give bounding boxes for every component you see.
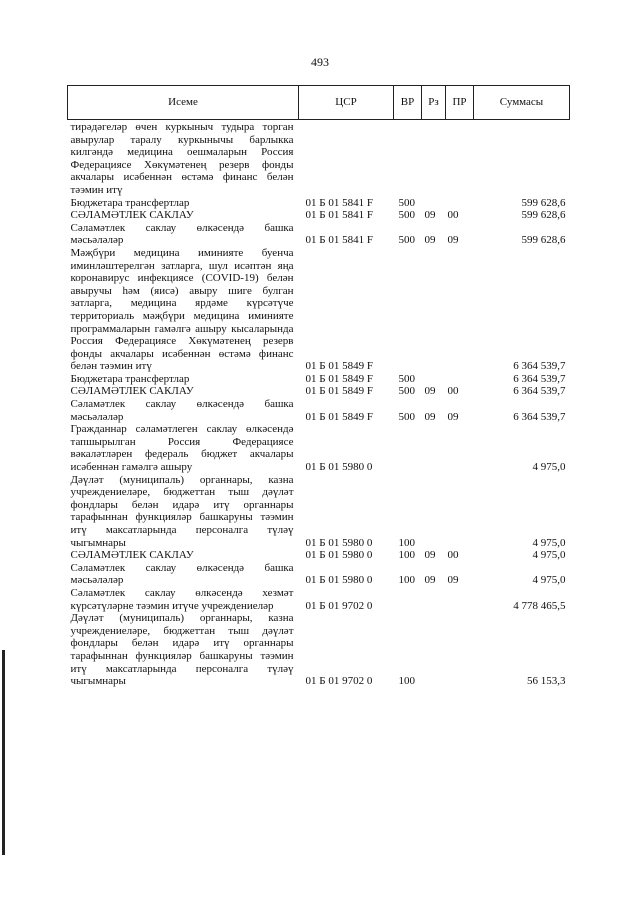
cell-sum: 6 364 539,7 <box>513 410 566 423</box>
cell-sum: 56 153,3 <box>527 675 566 688</box>
table-row <box>68 398 570 423</box>
cell-csr: 01 Б 01 5849 F <box>305 372 373 385</box>
cell-name: Бюджетара трансфертлар <box>70 196 190 209</box>
cell-rz: 09 <box>424 410 436 423</box>
cell-vr: 500 <box>398 385 415 398</box>
table-header <box>68 86 570 120</box>
cell-pr: 09 <box>447 574 459 587</box>
header-name: Исеме <box>68 86 299 120</box>
cell-sum: 4 778 465,5 <box>513 599 566 612</box>
cell-vr: 500 <box>398 372 415 385</box>
cell-sum: 6 364 539,7 <box>513 360 566 373</box>
cell-vr <box>394 423 422 473</box>
scan-edge-mark <box>2 650 5 855</box>
cell-name: Дәүләт (муниципаль) органнары, казна учреждениеләре, бюджеттан тыш дәүләт фондлары белән идарә итү органнары тарафыннан функцияләр башкаруны тәэмин итү максатларында персоналга түләү чыгымнары <box>70 473 294 549</box>
cell-csr: 01 Б 01 5980 0 <box>305 536 373 549</box>
cell-pr <box>446 423 474 473</box>
cell-rz: 09 <box>424 209 436 222</box>
cell-rz <box>422 612 446 688</box>
table-row <box>68 474 570 550</box>
cell-vr <box>394 587 422 612</box>
cell-name: СӘЛАМӘТЛЕК САКЛАУ <box>70 209 194 222</box>
cell-csr: 01 Б 01 5980 0 <box>305 461 373 474</box>
cell-rz <box>422 197 446 210</box>
cell-name: Мәҗбүри медицина иминияте буенча иминләштерелгән затларга, шул исәптән яңа коронавирус инфекциясе (COVID-19) белән авыручы һәм (яисә) авыру шиге булган затларга, медицина ярдәме күрсәтүче территориаль мәҗбүри медицина иминияте программаларын гамәлгә ашыру кысаларында Россия Федерациясе Хөкүмәтенең резерв фонды акчалары исәбеннән өстәмә финанс белән тәэмин итү <box>70 246 294 373</box>
cell-sum: 599 628,6 <box>521 196 566 209</box>
cell-rz: 09 <box>424 574 436 587</box>
header-rz: Рз <box>422 86 446 120</box>
table-row <box>68 222 570 247</box>
cell-vr: 100 <box>398 536 415 549</box>
table-row <box>68 562 570 587</box>
cell-csr: 01 Б 01 9702 0 <box>305 675 373 688</box>
cell-name: Дәүләт (муниципаль) органнары, казна учреждениеләре, бюджеттан тыш дәүләт фондлары белән идарә итү органнары тарафыннан функцияләр башкаруны тәэмин итү максатларында персоналга түләү чыгымнары <box>70 612 294 688</box>
cell-sum: 4 975,0 <box>532 461 566 474</box>
cell-pr <box>446 197 474 210</box>
table-row <box>68 373 570 386</box>
table-row <box>68 587 570 612</box>
cell-pr <box>446 612 474 688</box>
cell-name: Бюджетара трансфертлар <box>70 372 190 385</box>
cell-csr: 01 Б 01 5841 F <box>305 196 373 209</box>
cell-sum: 4 975,0 <box>532 549 566 562</box>
cell-vr <box>394 120 422 197</box>
cell-vr: 100 <box>398 675 415 688</box>
cell-rz <box>422 587 446 612</box>
cell-csr: 01 Б 01 5849 F <box>305 410 373 423</box>
cell-name: Гражданнар сәламәтлеген саклау өлкәсендә тапшырылган Россия Федерациясе вәкаләтләрен федераль бюджет акчалары исәбеннән гамәлгә ашыру <box>70 423 294 474</box>
cell-vr: 100 <box>398 549 415 562</box>
cell-csr: 01 Б 01 5980 0 <box>305 549 373 562</box>
cell-csr: 01 Б 01 5841 F <box>305 234 373 247</box>
table-row <box>68 197 570 210</box>
cell-rz <box>422 247 446 373</box>
cell-rz: 09 <box>424 385 436 398</box>
header-pr: ПР <box>446 86 474 120</box>
cell-csr <box>299 120 394 197</box>
table-row <box>68 120 570 197</box>
cell-vr <box>394 247 422 373</box>
cell-csr: 01 Б 01 5980 0 <box>305 574 373 587</box>
cell-vr: 100 <box>398 574 415 587</box>
table-row <box>68 423 570 473</box>
cell-name: тирәдәгеләр өчен куркыныч тудыра торган авырулар таралу куркынычы барлыкка килгәндә медицина оешмаларын Россия Федерациясе Хөкүмәтенең резерв фонды акчалары исәбеннән өстәмә финанс белән тәэмин итү <box>70 121 294 196</box>
cell-pr: 09 <box>447 234 459 247</box>
cell-vr: 500 <box>398 234 415 247</box>
cell-sum: 4 975,0 <box>532 536 566 549</box>
cell-rz: 09 <box>424 549 436 562</box>
table-body <box>68 120 570 688</box>
cell-sum: 599 628,6 <box>521 209 566 222</box>
cell-sum: 6 364 539,7 <box>513 372 566 385</box>
cell-rz <box>422 474 446 550</box>
cell-pr <box>446 120 474 197</box>
cell-pr <box>446 474 474 550</box>
cell-csr: 01 Б 01 9702 0 <box>305 599 373 612</box>
cell-sum <box>474 120 570 197</box>
table-row <box>68 247 570 373</box>
cell-csr: 01 Б 01 5841 F <box>305 209 373 222</box>
cell-sum: 6 364 539,7 <box>513 385 566 398</box>
cell-sum: 4 975,0 <box>532 574 566 587</box>
cell-name: СӘЛАМӘТЛЕК САКЛАУ <box>70 385 194 398</box>
cell-csr: 01 Б 01 5849 F <box>305 360 373 373</box>
table-row <box>68 209 570 222</box>
table-row <box>68 612 570 688</box>
cell-name: Сәламәтлек саклау өлкәсендә башка мәсьәләләр <box>70 398 294 423</box>
cell-pr <box>446 373 474 386</box>
cell-name: Сәламәтлек саклау өлкәсендә башка мәсьәләләр <box>70 561 294 587</box>
cell-pr <box>446 587 474 612</box>
cell-name: Сәламәтлек саклау өлкәсендә башка мәсьәләләр <box>70 221 294 247</box>
cell-vr: 500 <box>398 410 415 423</box>
cell-rz <box>422 120 446 197</box>
cell-csr: 01 Б 01 5849 F <box>305 385 373 398</box>
cell-rz: 09 <box>424 234 436 247</box>
cell-pr: 00 <box>447 209 459 222</box>
cell-pr: 09 <box>447 410 459 423</box>
cell-rz <box>422 423 446 473</box>
table-row <box>68 549 570 562</box>
table-row <box>68 385 570 398</box>
cell-name: СӘЛАМӘТЛЕК САКЛАУ <box>70 549 194 562</box>
page-number: 493 <box>311 55 329 69</box>
cell-sum: 599 628,6 <box>521 234 566 247</box>
cell-name: Сәламәтлек саклау өлкәсендә хезмәт күрсәтүләрне тәэмин итүче учреждениеләр <box>70 586 294 612</box>
cell-pr: 00 <box>447 549 459 562</box>
cell-vr: 500 <box>398 196 415 209</box>
header-sum: Суммасы <box>474 86 570 120</box>
header-csr: ЦСР <box>299 86 394 120</box>
cell-pr: 00 <box>447 385 459 398</box>
cell-vr: 500 <box>398 209 415 222</box>
budget-table <box>67 85 570 688</box>
cell-pr <box>446 247 474 373</box>
cell-rz <box>422 373 446 386</box>
header-vr: ВР <box>394 86 422 120</box>
